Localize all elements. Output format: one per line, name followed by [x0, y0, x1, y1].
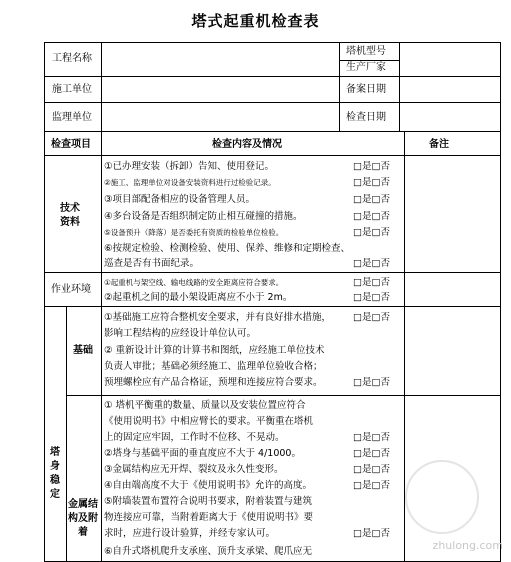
tech-line-3: ③项目部配备相应的设备管理人员。	[104, 194, 256, 205]
tech-check-3[interactable]: □是□否	[353, 194, 390, 205]
tech-line-2: ②施工、监理单位对设备安装资料进行过检验记录。	[104, 178, 276, 187]
metal-line-4: ②塔身与基础平面的垂直度应不大于 4/1000。	[104, 448, 301, 459]
env-check-2[interactable]: □是□否	[353, 292, 390, 303]
tech-line-6: ⑥按规定检验、检测检验、使用、保养、维修和定期检查、	[104, 243, 351, 254]
column-header-content: 检查内容及情况	[212, 139, 282, 150]
metal-line-10: ⑥自升式塔机爬升支承座、顶升支承梁、爬爪应无	[104, 546, 313, 557]
tech-line-7: 巡查是否有书面纪录。	[104, 258, 200, 269]
metal-check-3[interactable]: □是□否	[353, 464, 390, 475]
watermark-logo-icon	[405, 460, 479, 534]
env-line-1: ①起重机与架空线、输电线路的安全距离应符合要求。	[104, 278, 284, 287]
foundation-line-2: 影响工程结构的应经设计单位认可。	[104, 328, 257, 339]
metal-line-9: 求时，应进行设计验算，并经专家认可。	[104, 528, 276, 539]
section-label-foundation: 基础	[73, 345, 93, 356]
supervision-unit-label: 监理单位	[52, 112, 92, 123]
manufacturer-label: 生产厂家	[346, 62, 386, 73]
project-name-label: 工程名称	[52, 53, 92, 64]
watermark-text: zhulong.com	[432, 539, 503, 552]
section-label-tech: 技术资料	[60, 203, 80, 228]
metal-line-8: 物连接应可靠，当附着距离大于《使用说明书》要	[104, 512, 314, 523]
foundation-line-5: 预埋螺栓应有产品合格证，预埋和连接应符合要求。	[104, 377, 323, 388]
env-line-2: ②起重机之间的最小架设距离应不小于 2m。	[104, 292, 293, 303]
tech-line-4: ④多台设备是否组织制定防止相互碰撞的措施。	[104, 211, 303, 222]
section-label-metal: 金属结构及附着	[68, 499, 98, 538]
metal-line-3: 上的固定应牢固，工作时不位移、不晃动。	[104, 432, 285, 443]
tech-check-1[interactable]: □是□否	[353, 161, 390, 172]
tech-check-6[interactable]: □是□否	[353, 258, 390, 269]
tech-check-2[interactable]: □是□否	[353, 177, 390, 188]
foundation-line-1: ①基础施工应符合整机安全要求，并有良好排水措施，	[104, 312, 332, 323]
section-label-tower: 塔身稳定	[50, 447, 60, 500]
page-title: 塔式起重机检查表	[191, 12, 320, 30]
metal-line-2: 《使用说明书》中相应臂长的要求。平衡重在塔机	[104, 416, 314, 427]
foundation-check-1[interactable]: □是□否	[353, 312, 390, 323]
tech-line-1: ①已办理安装（拆卸）告知、使用登记。	[104, 161, 275, 172]
env-check-1[interactable]: □是□否	[353, 277, 390, 288]
metal-line-6: ④自由端高度不大于《使用说明书》允许的高度。	[104, 480, 313, 491]
metal-check-1[interactable]: □是□否	[353, 432, 390, 443]
inspection-date-label: 检查日期	[346, 112, 386, 123]
crane-model-label: 塔机型号	[346, 46, 386, 57]
metal-check-5[interactable]: □是□否	[353, 528, 390, 539]
column-header-remark: 备注	[429, 139, 449, 150]
metal-line-5: ③金属结构应无开焊、裂纹及永久性变形。	[104, 464, 284, 475]
foundation-check-2[interactable]: □是□否	[353, 377, 390, 388]
record-date-label: 备案日期	[346, 84, 386, 95]
tech-line-5: ⑤设备预升（降落）是否委托有资质的检验单位检验。	[104, 228, 284, 237]
metal-check-2[interactable]: □是□否	[353, 448, 390, 459]
foundation-line-3: ② 重新设计计算的计算书和图纸，应经施工单位技术	[104, 345, 325, 356]
tech-check-5[interactable]: □是□否	[353, 227, 390, 238]
foundation-line-4: 负责人审批；基础必须经施工、监理单位验收合格；	[104, 361, 323, 372]
column-header-item: 检查项目	[51, 139, 91, 150]
construction-unit-label: 施工单位	[52, 84, 92, 95]
section-label-env: 作业环境	[51, 284, 91, 295]
metal-check-4[interactable]: □是□否	[353, 480, 390, 491]
metal-line-1: ① 塔机平衡重的数量、质量以及安装位置应符合	[104, 400, 306, 411]
tech-check-4[interactable]: □是□否	[353, 211, 390, 222]
metal-line-7: ⑤附墙装置布置符合说明书要求，附着装置与建筑	[104, 496, 313, 507]
